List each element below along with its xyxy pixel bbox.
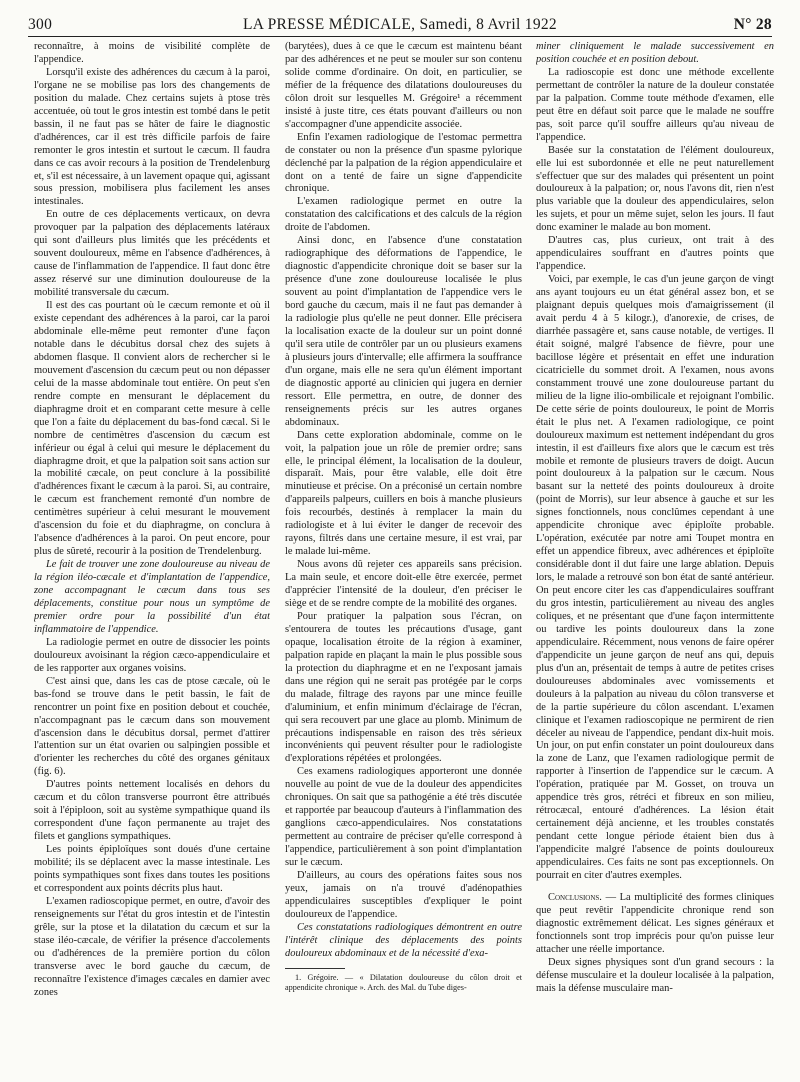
column-1 bbox=[34, 41, 270, 1078]
paragraph: Les points épiploïques sont doués d'une certaine mobilité; ils se déplacent avec la masse intestinale. Les points sympathiques sont fixes dans toutes les positions et correspondent aux points décrits plus haut. bbox=[34, 844, 270, 894]
italic-paragraph: Le fait de trouver une zone douloureuse au niveau de la région iléo-cæcale et d'implantation de l'appendice, zone accompagnant le cæcum dans tous ses déplacements, constitue pour nous un symptôme de premier ordre pour la possibilité d'un état inflammatoire de l'appendice. bbox=[34, 559, 270, 635]
paragraph: (barytées), dues à ce que le cæcum est maintenu béant par des adhérences et ne peut se mouler sur son contenu solide comme d'ordinaire. On doit, en particulier, se méfier de la fréquence des dilatations douloureuses du côlon droit sur lesquelles M. Grégoire¹ a récemment insisté à juste titre, ces états pouvant d'ailleurs ou non s'accompagner d'une appendicite associée. bbox=[285, 41, 522, 130]
italic-paragraph: miner cliniquement le malade successivement en position couchée et en position debout. bbox=[536, 41, 774, 65]
paragraph: D'autres points nettement localisés en dehors du cæcum et du côlon transverse pourront être attribués soit à l'épiploon, soit au système sympathique quand ils correspondent d'une façon permanente au trajet des filets et ganglions sympathiques. bbox=[34, 779, 270, 843]
paragraph: Nous avons dû rejeter ces appareils sans précision. La main seule, et encore doit-elle être exercée, permet d'apprécier l'intensité de la douleur, d'en préciser le siège et de se rendre compte de la mobilité des organes. bbox=[285, 559, 522, 609]
conclusions-paragraph bbox=[536, 892, 774, 957]
paragraph: Voici, par exemple, le cas d'un jeune garçon de vingt ans ayant toujours eu un état général assez bon, et se plaignant depuis quelques mois d'amaigrissement (il avait perdu 4 à 5 kilogr.), d'anorexie, de crises, de diarrhée passagère et, sans cause notable, de vertiges. Il était soigné, malgré l'absence de fièvre, pour une bacillose légère et présentait en effet une induration cicatricielle du sommet droit. A l'examen, nous avons constamment trouvé une zone douloureuse partant du milieu de la ligne ilio-ombilicale et rejoignant l'ombilic. De cette série de points douloureux, le point de Morris était le plus net. A l'examen radiologique, ce point douloureux maximum est nettement indépendant du gros intestin, il est d'ailleurs fixe alors que le cæcum est très mobile et remonte de plusieurs travers de doigt. Aucun point douloureux à la palpation sur le cæcum. Nous basant sur la netteté des points douloureux à droite (point de Morris), sur leur absence à gauche et sur les signes fonctionnels, nous conclûmes cependant à une appendicite chronique avec épiploïte probable. L'opération, exécutée par notre ami Toupet montra en effet un appendice fibreux, avec adhérences et épiploïte considérable dont il dut faire une large ablation. Depuis lors, le malade a retrouvé son bon état de santé antérieur. On peut encore citer les cas d'appendiculaires souffrant du gros intestin, particulièrement au niveau des angles coliques, et ne présentant que d'une façon intermittente ou tardive les points douloureux dans la zone appendiculaire. Récemment, nous venons de faire opérer d'appendicite un jeune garçon de neuf ans qui, depuis plus d'un an, présentait de temps à autre de petites crises douloureuses abdominales avec vomissements et douleurs à la palpation au niveau du côlon transverse et de la partie supérieure du côlon ascendant. L'examen clinique et l'examen radioscopique ne permirent de rien déceler au niveau de l'appendice, pendant dix-huit mois. Un jour, on put enfin constater un point douloureux dans la zone de Lanz, que l'examen radiologique permit de rapporter à l'insertion de l'appendice sur le cæcum. A l'opération, pratiquée par M. Gosset, on trouva un appendice très gros, rétréci et fibreux en son milieu, rétrocæcal, entouré d'adhérences. La lésion était certainement déjà ancienne, et les troubles constatés pendant cette longue période étaient bien dus à l'appendicite malgré l'absence de points douloureux appendiculaires. Ces faits ne sont pas exceptionnels. On pourrait en citer d'autres exemples. bbox=[536, 274, 774, 881]
paragraph: reconnaître, à moins de visibilité complète de l'appendice. bbox=[34, 41, 270, 65]
paragraph: Pour pratiquer la palpation sous l'écran, on s'entourera de toutes les précautions d'usage, gant opaque, localisation étroite de la région à examiner, palpation rapide en plaçant la main le plus possible sous la protection du diaphragme et en ne l'exposant jamais dans une région qui ne serait pas protégée par le corps du malade, filtrage des rayons par une mince feuille d'aluminium, et enfin minimum d'éclairage de l'écran, qui sera recouvert par une glace au plomb. Minimum de précautions indispensable en raison des très sérieux inconvénients qui peuvent résulter pour le radiologiste d'explorations répétées et prolongées. bbox=[285, 610, 522, 765]
paragraph: Enfin l'examen radiologique de l'estomac permettra de constater ou non la présence d'un spasme pylorique déclenché par la palpation de la région appendiculaire et dont on a tenté de faire un signe d'appendicite chronique. bbox=[285, 131, 522, 195]
page-header bbox=[28, 14, 772, 37]
paragraph: L'examen radiologique permet en outre la constatation des calcifications et des calculs de la région droite de l'abdomen. bbox=[285, 196, 522, 234]
footnote bbox=[285, 973, 522, 993]
paragraph: La radiologie permet en outre de dissocier les points douloureux avoisinant la région cæco-appendiculaire et de les rapporter aux organes voisins. bbox=[34, 636, 270, 674]
paragraph: La radioscopie est donc une méthode excellente permettant de contrôler la nature de la douleur constatée par la palpation. Comme toute méthode d'examen, elle peut être en défaut soit parce que le malade ne souffre pas, soit parce qu'il souffre ailleurs qu'au niveau de l'appendice. bbox=[536, 66, 774, 143]
footnote-rule bbox=[285, 968, 345, 969]
footnote-text: 1. Grégoire. — « Dilatation douloureuse du côlon droit et appendicite chronique ». Arch. des Mal. du Tube diges- bbox=[285, 972, 522, 992]
column-2 bbox=[285, 41, 522, 1078]
paragraph: Dans cette exploration abdominale, comme on le voit, la palpation joue un rôle de premier ordre; sans elle, le principal élément, la localisation de la douleur, disparaît. Mais, pour être valable, elle doit être minutieuse et précise. On a préconisé un certain nombre d'appareils palpeurs, cuillers en bois à manche plusieurs fois recourbés, destinés à remplacer la main du radiologiste et à lui éviter le danger de recevoir des rayons, filtrés dans une certaine mesure, il est vrai, par le malade lui-même. bbox=[285, 429, 522, 558]
paragraph: Ainsi donc, en l'absence d'une constatation radiographique des déformations de l'appendice, le diagnostic d'appendicite chronique doit se baser sur la présence d'une zone douloureuse localisée le plus souvent au point d'implantation de l'appendice vers le bord gauche du cæcum, mais il ne faut pas demander à la radiologie plus qu'elle ne peut donner. Elle précisera la localisation exacte de la douleur sur un point donné qu'il sera utile de contrôler par un ou plusieurs examens à plusieurs jours d'intervalle; elle affirmera la souffrance d'un organe, mais elle ne sera qu'un élément important de diagnostic apporté au clinicien qui jugera en dernier ressort. Elle permettra, en outre, de donner des renseignements précis sur les autres organes abdominaux. bbox=[285, 235, 522, 428]
paragraph: D'ailleurs, au cours des opérations faites sous nos yeux, jamais on n'a trouvé d'adénopathies appendiculaires susceptibles d'expliquer le point douloureux de l'appendice. bbox=[285, 870, 522, 920]
column-3 bbox=[536, 41, 774, 1078]
page-number: 300 bbox=[28, 16, 53, 33]
paragraph: C'est ainsi que, dans les cas de ptose cæcale, où le bas-fond se trouve dans le petit bassin, le fait de rencontrer un point fixe en position debout et couchée, n'accompagnant pas le cæcum dans son mouvement d'ascension dans le décubitus dorsal, permet d'attirer l'attention sur un état ovarien ou salpingien possible et d'orienter les recherches du côté des organes génitaux (fig. 6). bbox=[34, 675, 270, 778]
paragraph: Deux signes physiques sont d'un grand secours : la défense musculaire et la douleur localisée à la palpation, mais la défense musculaire man- bbox=[536, 956, 774, 994]
issue-number: N° 28 bbox=[733, 16, 772, 33]
conclusions-text: — La multiplicité des formes cliniques que peut revêtir l'appendicite chronique rend son diagnostic extrêmement délicat. Les signes généraux et fonctionnels sont trop imprécis pour qu'on puisse leur attacher une réelle importance. bbox=[536, 891, 774, 955]
paragraph: Ces examens radiologiques apporteront une donnée nouvelle au point de vue de la douleur des appendicites chroniques. On sait que sa pathogénie a été très discutée et rapportée par beaucoup d'auteurs à l'inflammation des ganglions cæco-appendiculaires. Nos constatations permettent au contraire de préciser qu'elle correspond à l'appendice, particulièrement à son point d'implantation sur le cæcum. bbox=[285, 766, 522, 869]
paragraph: Lorsqu'il existe des adhérences du cæcum à la paroi, l'organe ne se mobilise pas lors des changements de position du malade. Chez certains sujets à ptose très accentuée, où tout le gros intestin est tombé dans le petit bassin, il ne faut pas se hâter de faire le diagnostic d'adhérences, car il est très difficile parfois de faire remonter le gros intestin et surtout le cæcum. Il faudra dans ce cas avoir recours à la position de Trendelenburg et, s'il est nécessaire, à un lavement opaque qui, agissant sous pression, mobilisera plus facilement les anses intestinales. bbox=[34, 66, 270, 208]
paragraph: D'autres cas, plus curieux, ont trait à des appendiculaires souffrant en d'autres points que l'appendice. bbox=[536, 235, 774, 273]
paragraph: L'examen radioscopique permet, en outre, d'avoir des renseignements sur l'état du gros intestin et de l'intestin grêle, sur la ptose et la dilatation du cæcum et sur la stase iléo-cæcale, de vérifier la présence d'accolements ou d'adhérences de la première portion du côlon transverse avec le bord gauche du cæcum, de reconnaître l'existence d'images cæcales en damier avec zones bbox=[34, 895, 270, 998]
journal-title: LA PRESSE MÉDICALE, Samedi, 8 Avril 1922 bbox=[243, 16, 557, 33]
paragraph: Il est des cas pourtant où le cæcum remonte et où il existe cependant des adhérences à la paroi, car la paroi abdominale elle-même peut remonter d'une façon notable dans le décubitus dorsal chez des sujets à abdomen flasque. Il convient alors de rechercher si le mouvement d'ascension du cæcum peut ou non dépasser celui de la masse abdominale tout entière. On peut s'en rendre compte en mensurant le déplacement du diaphragme droit et en comparant cette mesure à celle que l'on a faite du déplacement du bas-fond cæcal. Si le nombre de centimètres d'ascension du cæcum est inférieur ou égal à celui qui mesure le déplacement du diaphragme droit, et que la palpation soit sans action sur la mobilité cæcale, on peut conclure à la possibilité d'adhérences fixant le cæcum à la paroi. Si, au contraire, le cæcum est franchement remonté d'un nombre de centimètres supérieur à celui mesurant le mouvement d'ascension du foie et du diaphragme, on conclura à l'absence d'adhérences à la paroi. On peut encore, pour plus de sûreté, recourir à la position de Trendelenburg. bbox=[34, 300, 270, 558]
italic-paragraph: Ces constatations radiologiques démontrent en outre l'intérêt clinique des déplacements des points douloureux abdominaux et de la nécessité d'exa- bbox=[285, 921, 522, 959]
section-gap bbox=[536, 883, 774, 892]
paragraph: En outre de ces déplacements verticaux, on devra provoquer par la palpation des déplacements latéraux qui sont d'ailleurs plus limités que les précédents et souvent douloureux, même en l'absence d'adhérences, à cause de l'inflammation de l'appendice. Il faut donc être assez réservé sur une diminution douloureuse de la mobilité transversale du cæcum. bbox=[34, 209, 270, 299]
paragraph: Basée sur la constatation de l'élément douloureux, elle lui est subordonnée et elle ne peut naturellement s'effectuer que sur des malades qui présentent un point douloureux à la palpation; or, nous l'avons dit, rien n'est plus variable que la douleur des appendiculaires, selon les sujets, et pour un même sujet, selon les jours. Il faut donc examiner le malade au bon moment. bbox=[536, 144, 774, 234]
conclusions-label: Conclusions. bbox=[548, 891, 602, 903]
